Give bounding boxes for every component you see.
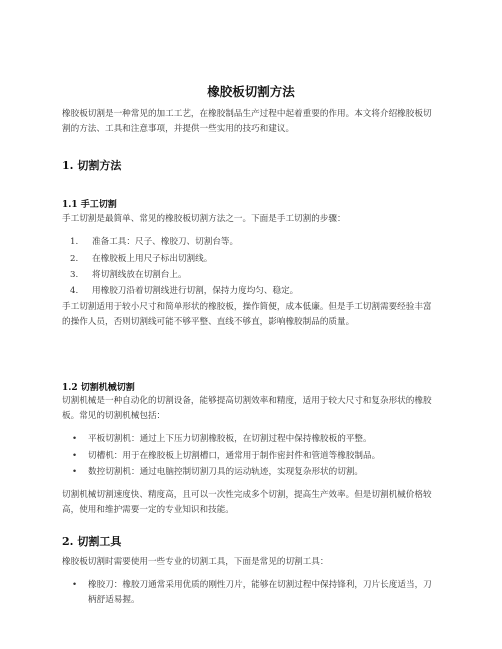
manual-step-1: [70, 235, 238, 247]
machine-cutting-summary: 切割机械切割速度快、精度高，且可以一次性完成多个切割，提高生产效率。但是切割机械价格较高，使用和维护需要一定的专业知识和技能。: [62, 490, 432, 515]
item-text: 切槽机：用于在橡胶板上切割槽口，通常用于制作密封件和管道等橡胶制品。: [88, 451, 381, 461]
subsection-heading-manual-cutting: 1.1 手工切割: [62, 200, 117, 210]
document-title: 橡胶板切割方法: [207, 84, 295, 99]
tool-item: [72, 578, 432, 607]
manual-step-3: [70, 268, 187, 280]
section-heading-cutting-tools: 2. 切割工具: [62, 535, 122, 548]
bullet-icon: •: [72, 434, 78, 444]
step-text: 准备工具：尺子、橡胶刀、切割台等。: [92, 237, 239, 247]
cutting-tools-intro: 橡胶板切割时需要使用一些专业的切割工具，下面是常见的切割工具：: [62, 557, 329, 567]
machine-cutting-intro: 切割机械是一种自动化的切割设备，能够提高切割效率和精度，适用于较大尺寸和复杂形状的橡胶板。常见的切割机械包括：: [62, 396, 432, 421]
section-heading-cutting-methods: 1. 切割方法: [62, 159, 122, 172]
step-number: 3.: [70, 270, 79, 280]
machine-type-item: [72, 432, 432, 447]
bullet-icon: •: [72, 580, 78, 590]
manual-step-4: [70, 284, 298, 296]
item-text: 平板切割机：通过上下压力切割橡胶板，在切割过程中保持橡胶板的平整。: [88, 434, 372, 444]
bullet-icon: •: [72, 467, 78, 477]
intro-paragraph: 橡胶板切割是一种常见的加工工艺，在橡胶制品生产过程中起着重要的作用。本文将介绍橡胶板切割的方法、工具和注意事项，并提供一些实用的技巧和建议。: [62, 109, 432, 134]
manual-cutting-intro: 手工切割是最简单、常见的橡胶板切割方法之一。下面是手工切割的步骤：: [62, 214, 346, 224]
step-text: 用橡胶刀沿着切割线进行切割，保持力度均匀、稳定。: [92, 286, 299, 296]
machine-type-item: [72, 465, 432, 480]
step-text: 将切割线放在切割台上。: [92, 270, 187, 280]
item-text: 橡胶刀：橡胶刀通常采用优质的刚性刀片，能够在切割过程中保持锋利，刀片长度适当，刀柄舒适易握。: [88, 580, 432, 605]
step-number: 2.: [70, 254, 79, 264]
item-text: 数控切割机：通过电脑控制切割刀具的运动轨迹，实现复杂形状的切割。: [88, 467, 364, 477]
manual-cutting-summary: 手工切割适用于较小尺寸和简单形状的橡胶板，操作简便，成本低廉。但是手工切割需要经验丰富的操作人员，否则切割线可能不够平整、直线不够直，影响橡胶制品的质量。: [62, 302, 432, 327]
machine-type-item: [72, 449, 432, 464]
subsection-heading-machine-cutting: 1.2 切割机械切割: [62, 383, 135, 393]
manual-step-2: [70, 252, 212, 264]
step-text: 在橡胶板上用尺子标出切割线。: [92, 254, 213, 264]
step-number: 4.: [70, 286, 79, 296]
step-number: 1.: [70, 237, 79, 247]
bullet-icon: •: [72, 451, 78, 461]
